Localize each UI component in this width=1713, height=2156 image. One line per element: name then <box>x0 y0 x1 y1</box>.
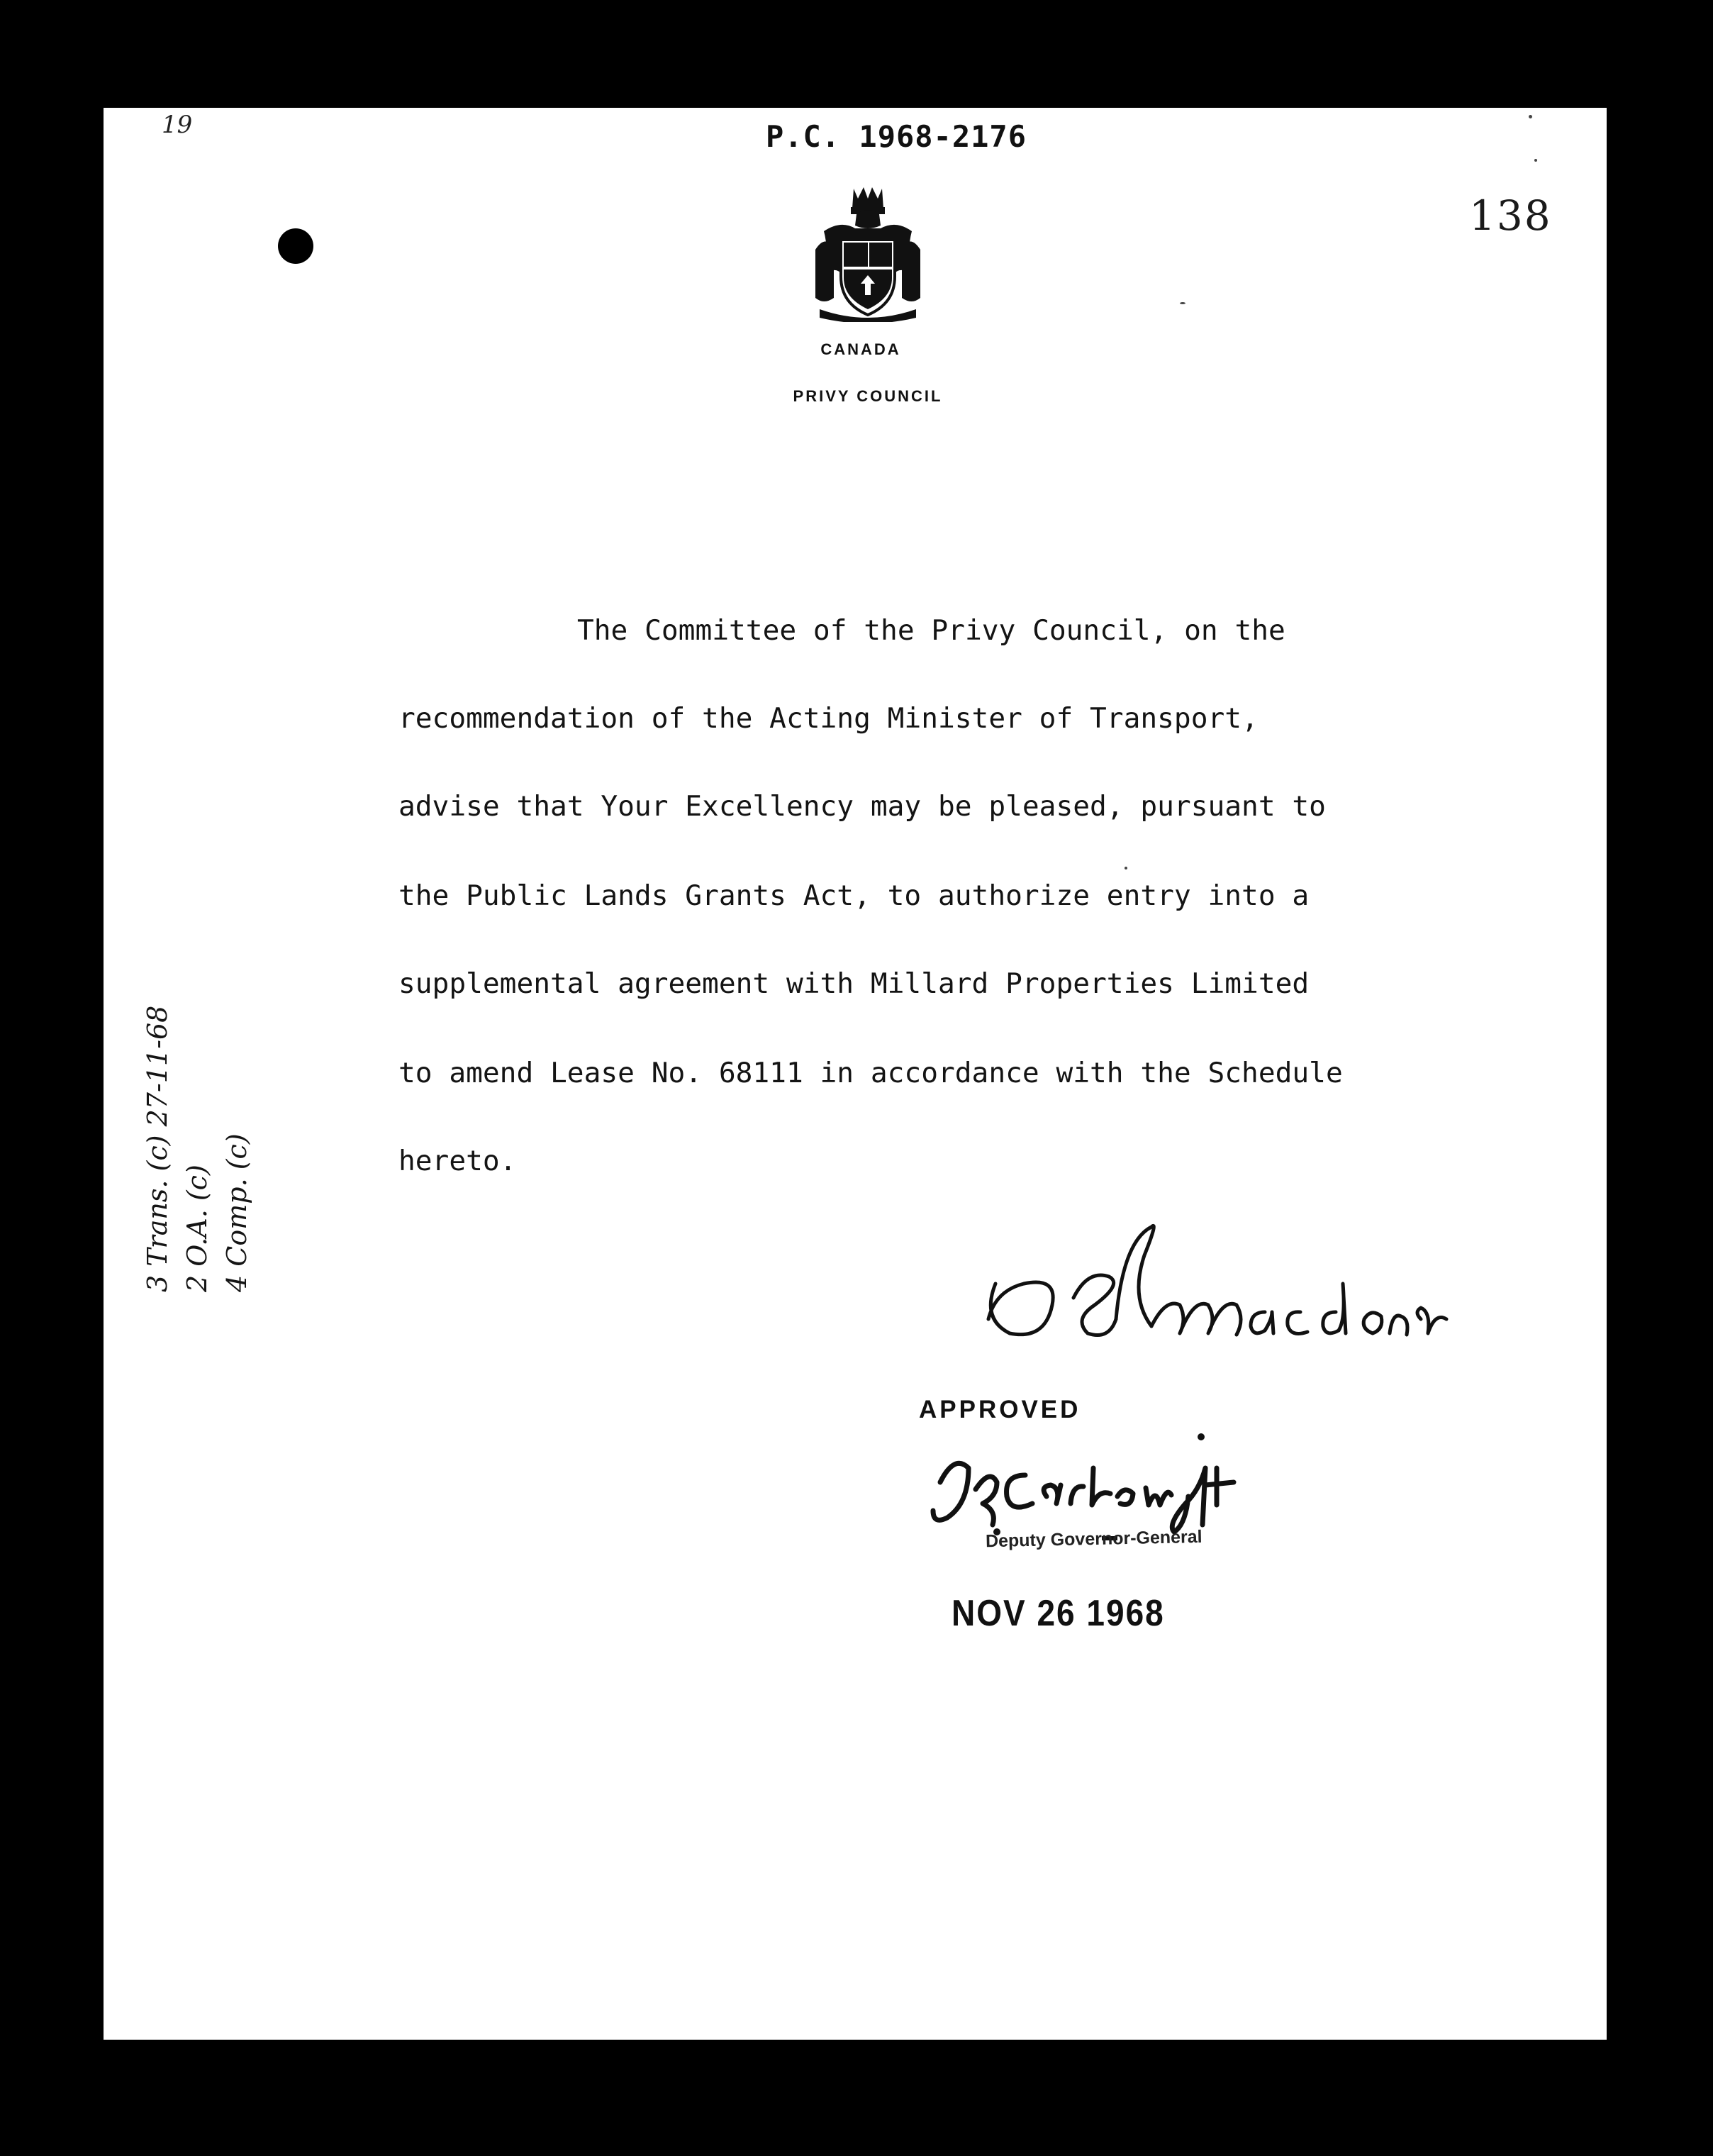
header-body: PRIVY COUNCIL <box>793 387 943 405</box>
signature-main <box>967 1213 1463 1355</box>
body-line: supplemental agreement with Millard Properties Limited <box>398 967 1310 1000</box>
body-line: the Public Lands Grants Act, to authorize entry into a <box>398 879 1310 912</box>
scan-speck <box>1529 115 1532 118</box>
margin-note: 4 Comp. (c) <box>221 1133 252 1292</box>
body-line: hereto. <box>398 1145 517 1177</box>
order-in-council-number: P.C. 1968-2176 <box>765 119 1027 154</box>
document-page <box>104 108 1607 2040</box>
coat-of-arms-icon <box>813 184 923 322</box>
body-line: to amend Lease No. 68111 in accordance with the Schedule <box>398 1057 1343 1089</box>
body-line: advise that Your Excellency may be pleased, pursuant to <box>398 790 1326 823</box>
body-line: The Committee of the Privy Council, on the <box>577 614 1285 647</box>
approved-label: APPROVED <box>919 1396 1081 1423</box>
scan-speck <box>1534 159 1537 162</box>
page-mark: 19 <box>162 111 193 139</box>
folio-number: 138 <box>1469 191 1552 240</box>
scan-speck <box>1125 867 1127 869</box>
scan-speck <box>1180 302 1185 304</box>
margin-note: 2 O.A. (c) <box>182 1165 213 1292</box>
margin-note: 3 Trans. (c) 27-11-68 <box>142 1005 173 1292</box>
punch-hole <box>278 228 313 264</box>
body-line: recommendation of the Acting Minister of Transport, <box>398 702 1259 735</box>
deputy-title: Deputy Governor-General <box>985 1526 1203 1552</box>
approval-date-stamp: NOV 26 1968 <box>952 1592 1165 1634</box>
header-country: CANADA <box>820 340 901 358</box>
margin-notes <box>139 867 323 1306</box>
